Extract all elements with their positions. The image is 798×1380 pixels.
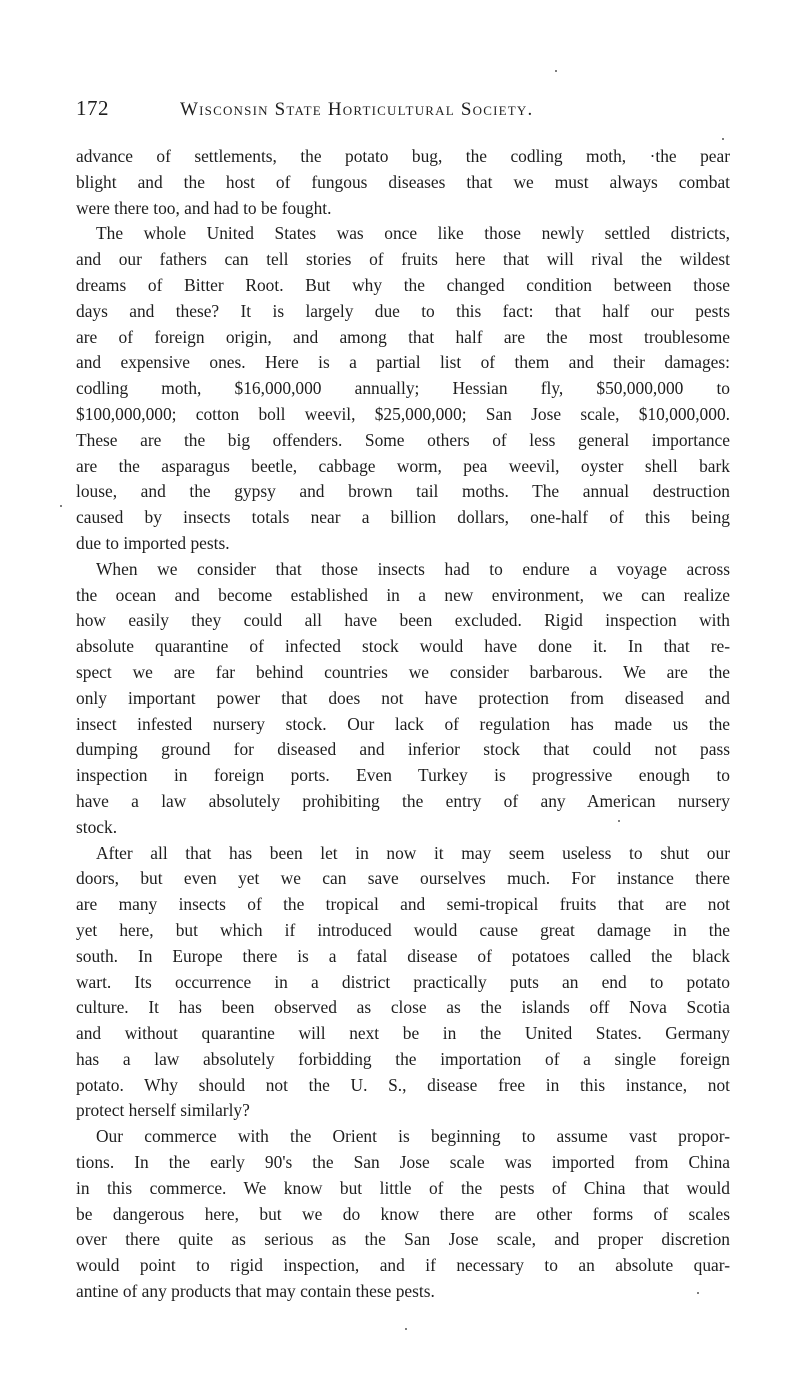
text-line: potato. Why should not the U. S., disease free in this instance, not — [76, 1074, 730, 1095]
text-line: dumping ground for diseased and inferior stock that could not pass — [76, 739, 730, 760]
scan-speck — [405, 1328, 407, 1330]
text-line: only important power that does not have protection from diseased and — [76, 687, 730, 708]
page-number: 172 — [76, 96, 109, 120]
text-line: doors, but even yet we can save ourselves much. For instance there — [76, 868, 730, 889]
paragraph — [76, 1124, 730, 1305]
body-text — [76, 144, 730, 1305]
scan-speck — [555, 70, 557, 72]
text-line: were there too, and had to be fought. — [76, 197, 332, 218]
text-line: south. In Europe there is a fatal disease of potatoes called the black — [76, 945, 730, 966]
text-line: how easily they could all have been excluded. Rigid inspection with — [76, 610, 730, 631]
paragraph — [76, 221, 730, 556]
text-line: are many insects of the tropical and semi-tropical fruits that are not — [76, 894, 730, 915]
text-line: caused by insects totals near a billion dollars, one-half of this being — [76, 507, 730, 528]
text-line: are the asparagus beetle, cabbage worm, pea weevil, oyster shell bark — [76, 455, 730, 476]
paragraph — [76, 144, 730, 221]
text-line: After all that has been let in now it may seem useless to shut our — [96, 842, 730, 863]
text-line: $100,000,000; cotton boll weevil, $25,000,000; San Jose scale, $10,000,000. — [76, 403, 730, 424]
text-line: wart. Its occurrence in a district practically puts an end to potato — [76, 971, 730, 992]
text-line: These are the big offenders. Some others of less general importance — [76, 429, 730, 450]
text-line: advance of settlements, the potato bug, the codling moth, ·the pear — [76, 146, 730, 166]
text-line: antine of any products that may contain these pests. — [76, 1281, 435, 1302]
text-line: days and these? It is largely due to this fact: that half our pests — [76, 300, 730, 321]
text-line: has a law absolutely forbidding the importation of a single foreign — [76, 1048, 730, 1069]
text-line: and without quarantine will next be in the United States. Germany — [76, 1023, 730, 1044]
text-line: The whole United States was once like those newly settled districts, — [96, 223, 730, 244]
text-line: When we consider that those insects had to endure a voyage across — [96, 558, 730, 579]
scan-speck — [618, 820, 620, 822]
text-line: due to imported pests. — [76, 532, 230, 553]
text-line: over there quite as serious as the San Jose scale, and proper discretion — [76, 1229, 730, 1250]
text-line: absolute quarantine of infected stock would have done it. In that re- — [76, 636, 730, 657]
text-line: the ocean and become established in a new environment, we can realize — [76, 584, 730, 605]
book-page — [76, 96, 730, 1305]
text-line: protect herself similarly? — [76, 1100, 250, 1121]
paragraph — [76, 841, 730, 1125]
scan-speck — [60, 505, 62, 507]
text-line: codling moth, $16,000,000 annually; Hessian fly, $50,000,000 to — [76, 378, 730, 399]
text-line: are of foreign origin, and among that half are the most troublesome — [76, 326, 730, 347]
text-line: Our commerce with the Orient is beginning to assume vast propor- — [96, 1126, 730, 1147]
text-line: stock. — [76, 816, 118, 837]
scan-speck — [697, 1292, 699, 1294]
text-line: inspection in foreign ports. Even Turkey is progressive enough to — [76, 765, 730, 786]
text-line: insect infested nursery stock. Our lack of regulation has made us the — [76, 713, 730, 734]
text-line: have a law absolutely prohibiting the entry of any American nursery — [76, 790, 730, 811]
text-line: be dangerous here, but we do know there are other forms of scales — [76, 1203, 730, 1224]
text-line: spect we are far behind countries we consider barbarous. We are the — [76, 661, 730, 682]
page-header — [76, 96, 730, 132]
text-line: in this commerce. We know but little of the pests of China that would — [76, 1177, 730, 1198]
text-line: louse, and the gypsy and brown tail moths. The annual destruction — [76, 481, 730, 502]
running-head: Wisconsin State Horticultural Society. — [180, 99, 534, 120]
text-line: culture. It has been observed as close as the islands off Nova Scotia — [76, 997, 730, 1018]
paragraph — [76, 557, 730, 841]
text-line: dreams of Bitter Root. But why the changed condition between those — [76, 274, 730, 295]
text-line: tions. In the early 90's the San Jose scale was imported from China — [76, 1152, 730, 1173]
text-line: blight and the host of fungous diseases that we must always combat — [76, 171, 730, 192]
text-line: would point to rigid inspection, and if necessary to an absolute quar- — [76, 1255, 730, 1276]
scan-speck — [722, 138, 724, 140]
text-line: and expensive ones. Here is a partial list of them and their damages: — [76, 352, 730, 373]
text-line: yet here, but which if introduced would cause great damage in the — [76, 919, 730, 940]
text-line: and our fathers can tell stories of fruits here that will rival the wildest — [76, 249, 730, 270]
